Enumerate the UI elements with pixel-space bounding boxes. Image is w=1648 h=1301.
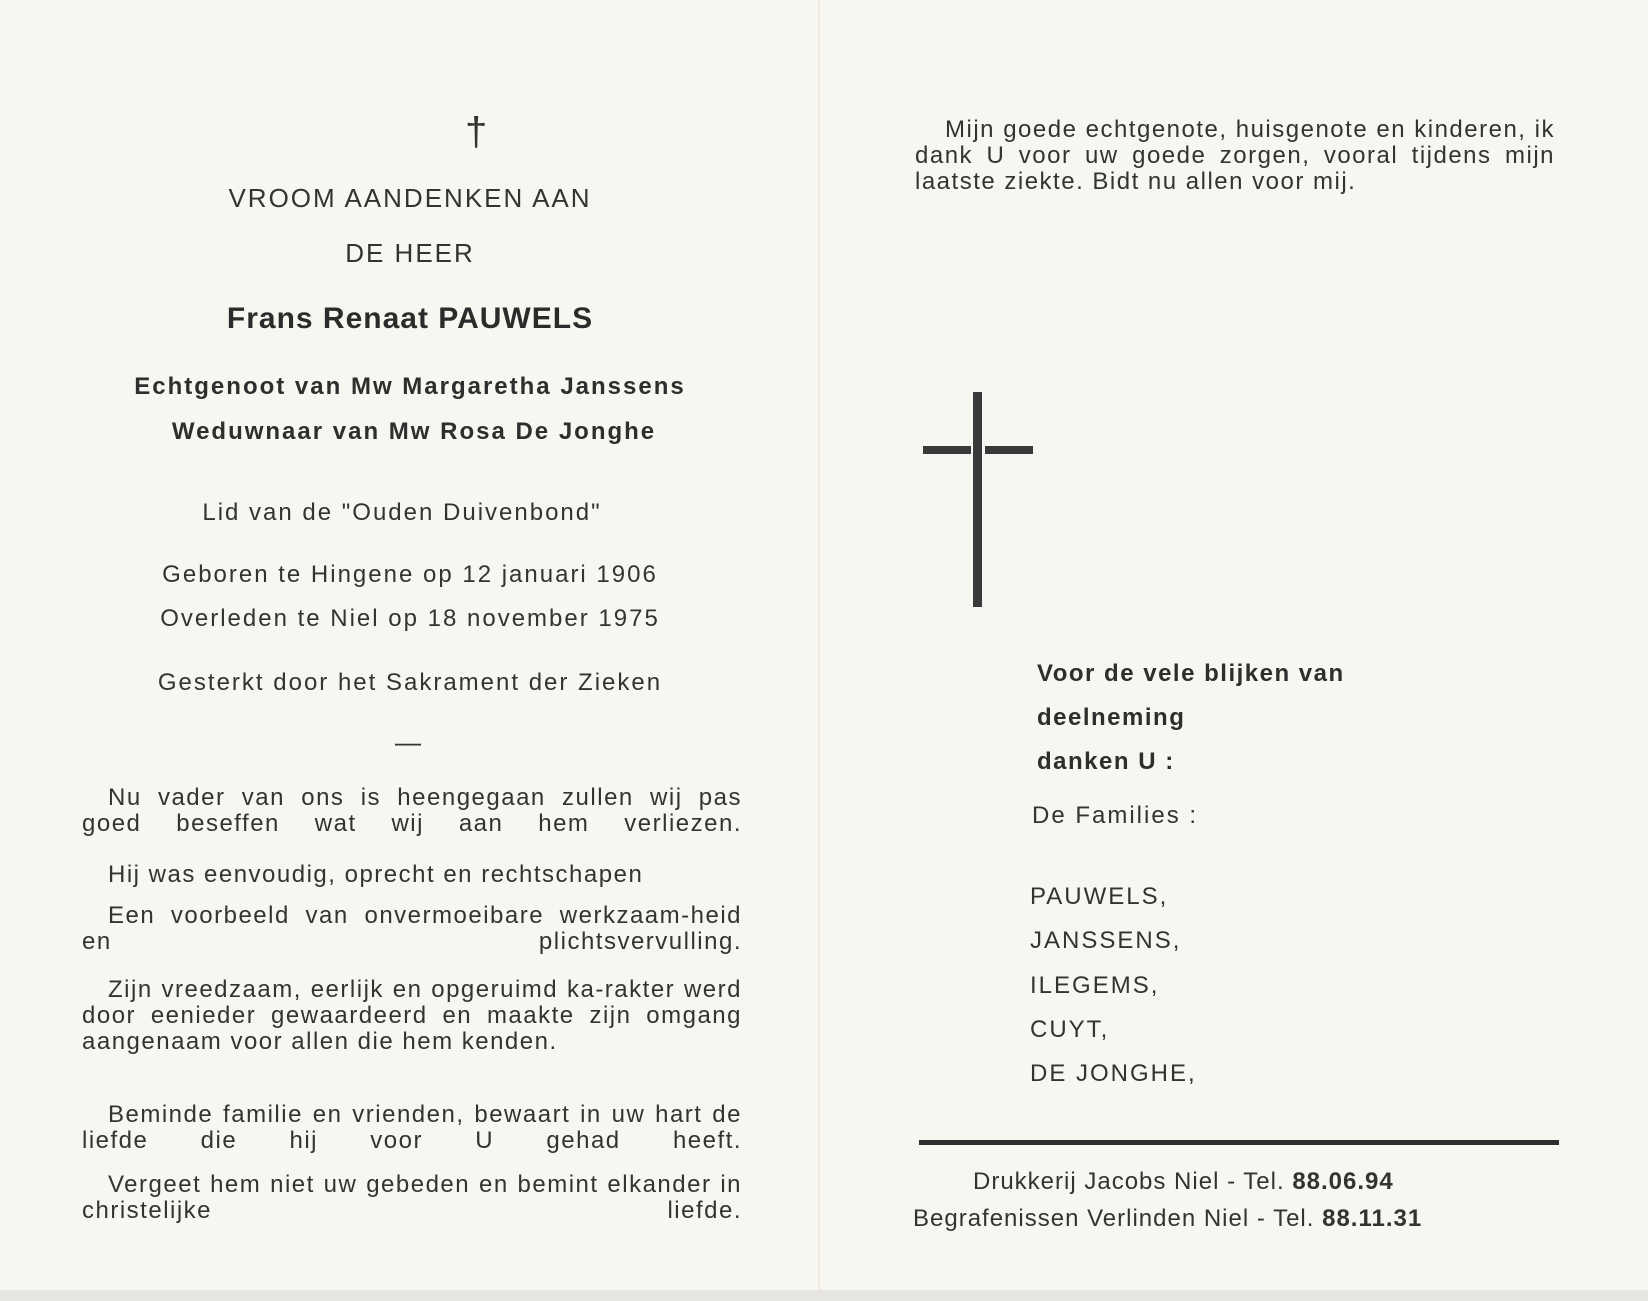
family-name: PAUWELS,: [1030, 883, 1169, 910]
family-name: CUYT,: [1030, 1016, 1110, 1043]
heading-vroom-aandenken: VROOM AANDENKEN AAN: [228, 183, 592, 213]
small-cross-icon: †: [465, 110, 488, 154]
thanks-line-1: Voor de vele blijken van: [1037, 660, 1345, 687]
family-name: ILEGEMS,: [1030, 972, 1160, 999]
widower-line: Weduwnaar van Mw Rosa De Jonghe: [171, 418, 657, 445]
printer-line: [973, 1168, 1394, 1196]
paragraph-6: Vergeet hem niet uw gebeden en bemint elkander in christelijke liefde.: [82, 1171, 742, 1224]
died-line: Overleden te Niel op 18 november 1975: [160, 605, 660, 632]
thanks-line-2: deelneming: [1037, 704, 1186, 731]
card-bottom-edge: [0, 1290, 1648, 1301]
card-fold: [818, 0, 820, 1290]
spouse-line: Echtgenoot van Mw Margaretha Janssens: [134, 373, 686, 400]
undertaker-line: [913, 1205, 1422, 1233]
member-line: Lid van de "Ouden Duivenbond": [202, 499, 602, 526]
farewell-quote: Mijn goede echtgenote, huisgenote en kinderen, ik dank U voor uw goede zorgen, vooral tijdens mijn laatste ziekte. Bidt nu allen voor mij.: [915, 116, 1555, 195]
paragraph-5: Beminde familie en vrienden, bewaart in uw hart de liefde die hij voor U gehad heeft.: [82, 1101, 742, 1154]
families-label: De Families :: [1032, 802, 1199, 829]
deceased-name: Frans Renaat PAUWELS: [226, 302, 594, 335]
thanks-line-3: danken U :: [1037, 748, 1175, 775]
paragraph-4: Zijn vreedzaam, eerlijk en opgeruimd ka-rakter werd door eenieder gewaardeerd en maakte zijn omgang aangenaam voor allen die hem kenden.: [82, 976, 742, 1055]
printer-text: Drukkerij Jacobs Niel - Tel.: [973, 1168, 1285, 1195]
heading-de-heer: DE HEER: [345, 238, 475, 268]
footer-rule: [919, 1140, 1559, 1145]
large-cross-icon: [915, 392, 1035, 607]
printer-phone: 88.06.94: [1292, 1168, 1394, 1195]
born-line: Geboren te Hingene op 12 januari 1906: [162, 561, 658, 588]
paragraph-1: Nu vader van ons is heengegaan zullen wij pas goed beseffen wat wij aan hem verliezen.: [82, 784, 742, 837]
undertaker-phone: 88.11.31: [1322, 1205, 1423, 1232]
family-name: JANSSENS,: [1030, 927, 1182, 954]
undertaker-text: Begrafenissen Verlinden Niel - Tel.: [913, 1205, 1315, 1232]
sacrament-line: Gesterkt door het Sakrament der Zieken: [157, 669, 663, 696]
paragraph-3: Een voorbeeld van onvermoeibare werkzaam-heid en plichtsvervulling.: [82, 902, 742, 955]
family-name: DE JONGHE,: [1030, 1060, 1197, 1087]
separator-dash: —: [395, 727, 421, 757]
paragraph-2: Hij was eenvoudig, oprecht en rechtschapen: [108, 861, 644, 888]
